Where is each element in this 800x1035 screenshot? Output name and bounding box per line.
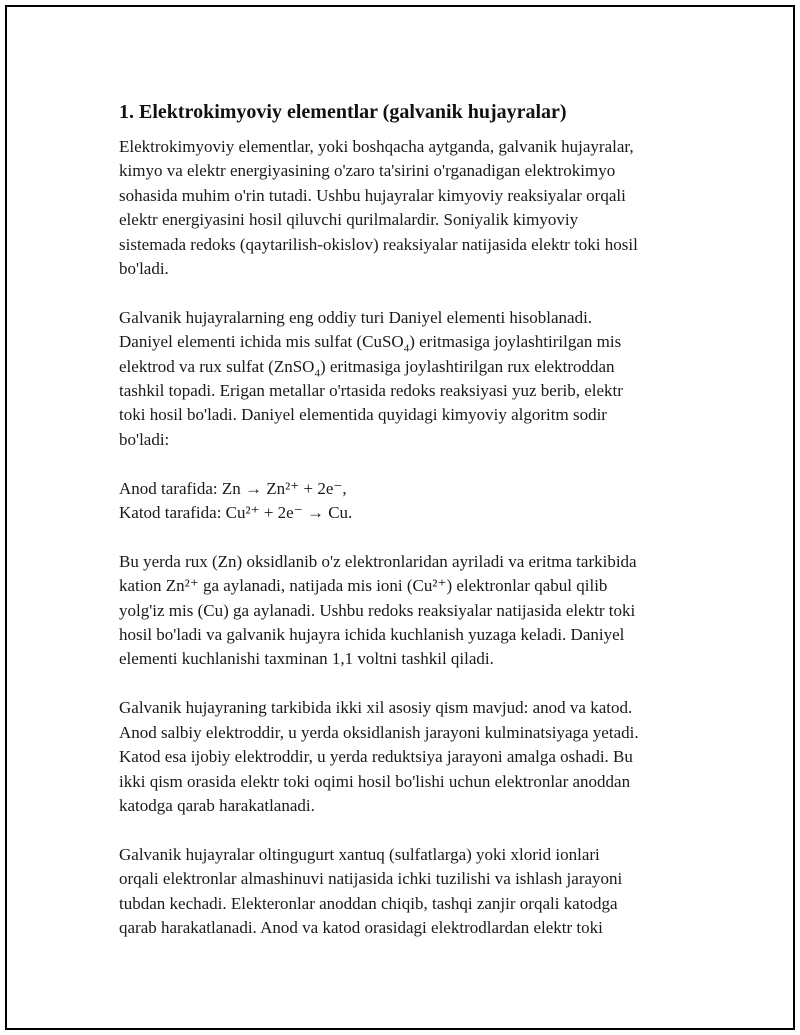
text-line: toki hosil bo'ladi. Daniyel elementida quyidagi kimyoviy algoritm sodir xyxy=(119,405,607,425)
text-fragment: elektrod va rux sulfat (ZnSO xyxy=(119,356,315,376)
text-fragment: ) eritmasiga joylashtirilgan mis xyxy=(409,332,622,352)
text-line: Bu yerda rux (Zn) oksidlanib o'z elektronlaridan ayriladi va eritma tarkibida xyxy=(119,551,637,571)
text-line: Anod salbiy elektroddir, u yerda oksidlanish jarayoni kulminatsiyaga yetadi. xyxy=(119,722,639,742)
subscript: 4 xyxy=(314,367,320,380)
text-line: Katod esa ijobiy elektroddir, u yerda reduktsiya jarayoni amalga oshadi. Bu xyxy=(119,747,633,767)
anode-reaction: Anod tarafida: Zn → Zn²⁺ + 2e⁻, xyxy=(119,478,347,498)
text-line: tashkil topadi. Erigan metallar o'rtasida redoks reaksiyasi yuz berib, elektr xyxy=(119,381,623,401)
paragraph-explanation xyxy=(119,550,699,672)
text-line: hosil bo'ladi va galvanik hujayra ichida kuchlanish yuzaga keladi. Daniyel xyxy=(119,625,625,645)
subscript: 4 xyxy=(403,342,410,355)
cathode-reaction: Katod tarafida: Cu²⁺ + 2e⁻ → Cu. xyxy=(119,503,353,523)
paragraph-electron-flow xyxy=(119,843,699,941)
text-line: Elektrokimyoviy elementlar, yoki boshqacha aytganda, galvanik hujayralar, xyxy=(119,137,634,156)
text-fragment: Daniyel elementi ichida mis sulfat (CuSO xyxy=(119,332,404,352)
text-line: ikki qism orasida elektr toki oqimi hosil bo'lishi uchun elektronlar anoddan xyxy=(119,771,631,791)
text-line: Galvanik hujayraning tarkibida ikki xil asosiy qism mavjud: anod va katod. xyxy=(119,698,633,718)
text-line xyxy=(119,330,699,354)
text-line: bo'ladi. xyxy=(119,259,169,279)
paragraph-daniell-cell xyxy=(119,306,699,452)
text-fragment: ) eritmasiga joylashtirilgan rux elektroddan xyxy=(319,356,615,376)
text-line: qarab harakatlanadi. Anod va katod orasidagi elektrodlardan elektr toki xyxy=(119,917,603,937)
text-line: kation Zn²⁺ ga aylanadi, natijada mis ioni (Cu²⁺) elektronlar qabul qilib xyxy=(119,576,608,596)
text-line: katodga qarab harakatlanadi. xyxy=(119,795,315,815)
text-line: Galvanik hujayralar oltingugurt xantuq (sulfatlarga) yoki xlorid ionlari xyxy=(119,844,600,864)
text-line: orqali elektronlar almashinuvi natijasida ichki tuzilishi va ishlash jarayoni xyxy=(119,869,623,889)
page-frame xyxy=(5,5,795,1030)
text-line: tubdan kechadi. Elekteronlar anoddan chiqib, tashqi zanjir orqali katodga xyxy=(119,893,618,913)
text-line: sistemada redoks (qaytarilish-okislov) reaksiyalar natijasida elektr toki hosil xyxy=(119,234,638,254)
text-line: elektr energiyasini hosil qiluvchi qurilmalardir. Soniyalik kimyoviy xyxy=(119,210,579,230)
paragraph-anode-cathode xyxy=(119,696,699,818)
section-heading: 1. Elektrokimyoviy elementlar (galvanik hujayralar) xyxy=(119,101,567,123)
text-line: sohasida muhim o'rin tutadi. Ushbu hujayralar kimyoviy reaksiyalar orqali xyxy=(119,185,626,205)
text-line: elementi kuchlanishi taxminan 1,1 voltni tashkil qiladi. xyxy=(119,649,494,669)
text-line: bo'ladi: xyxy=(119,429,170,449)
document-body xyxy=(119,99,699,965)
text-line xyxy=(119,355,699,379)
paragraph-intro xyxy=(119,135,699,281)
paragraph-reactions xyxy=(119,477,699,526)
text-line: yolg'iz mis (Cu) ga aylanadi. Ushbu redoks reaksiyalar natijasida elektr toki xyxy=(119,600,636,620)
text-line: kimyo va elektr energiyasining o'zaro ta'sirini o'rganadigan elektrokimyo xyxy=(119,161,616,181)
text-line: Galvanik hujayralarning eng oddiy turi Daniyel elementi hisoblanadi. xyxy=(119,307,593,327)
